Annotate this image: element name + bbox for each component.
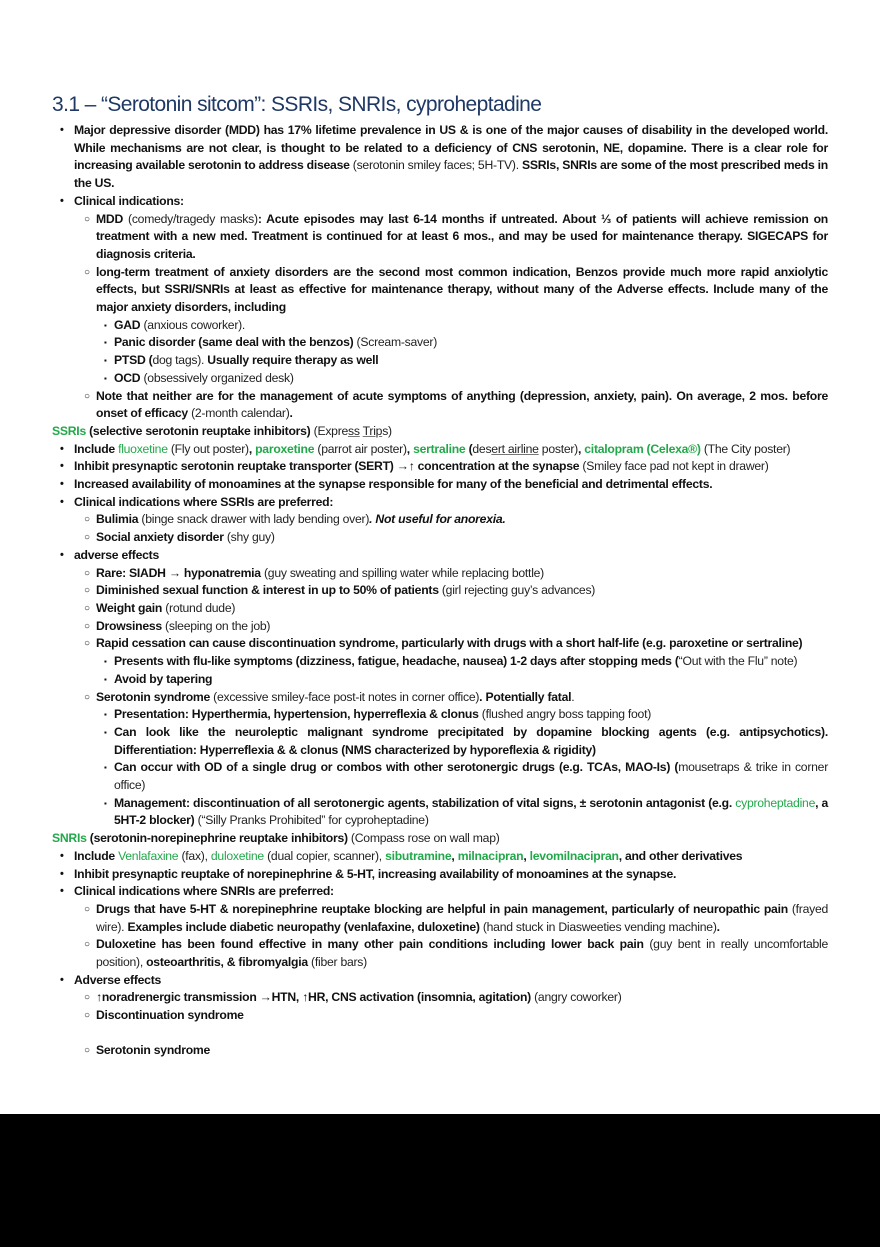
ssri-adverse-siadh: ○ Rare: SIADH → hyponatremia (guy sweating and spilling water while replacing bottle) — [52, 565, 828, 583]
snri-adverse-noradrenergic: ○ ↑noradrenergic transmission →HTN, ↑HR, CNS activation (insomnia, agitation) (angry coworker) — [52, 989, 828, 1007]
bullet-icon: • — [60, 460, 64, 473]
snri-clinical-heading: • Clinical indications where SNRIs are preferred: — [52, 883, 828, 901]
bullet-icon: • — [60, 548, 64, 561]
circle-bullet-icon: ○ — [84, 602, 90, 614]
square-bullet-icon: ▪ — [104, 356, 107, 366]
document-content — [52, 92, 828, 1060]
snri-adverse-serotonin-syndrome: ○ Serotonin syndrome — [52, 1042, 828, 1060]
ssri-section-heading: SSRIs (selective serotonin reuptake inhibitors) (Express Trips) — [52, 423, 392, 438]
circle-bullet-icon: ○ — [84, 532, 90, 544]
snri-pain: ○ Drugs that have 5-HT & norepinephrine reuptake blocking are helpful in pain management, particularly of neuropathic pain (frayed wire). Examples include diabetic neuropathy (venlafaxine, duloxetine) (hand stuck in Diasweeties vending machine). — [84, 901, 829, 934]
onset-note: ○ Note that neither are for the management of acute symptoms of anything (depression, anxiety, pain). On average, 2 mos. before onset of efficacy (2-month calendar). — [84, 388, 828, 421]
drug-sertraline: sertraline — [413, 441, 466, 456]
ssri-adverse-heading: • adverse effects — [52, 547, 828, 565]
circle-bullet-icon: ○ — [84, 992, 90, 1004]
ss-management: ▪ Management: discontinuation of all serotonergic agents, stabilization of vital signs, ± serotonin antagonist (e.g. cyproheptadine, a 5HT-2 blocker) (“Silly Pranks Prohibited” for cyproheptadine) — [104, 795, 828, 828]
bullet-icon: • — [60, 442, 64, 455]
bullet-icon: • — [60, 124, 64, 136]
circle-bullet-icon: ○ — [84, 567, 90, 579]
square-bullet-icon: ▪ — [104, 710, 107, 720]
anxiety-subitem-panic: ▪ Panic disorder (same deal with the benzos) (Scream-saver) — [52, 334, 828, 352]
circle-bullet-icon: ○ — [84, 514, 90, 526]
circle-bullet-icon: ○ — [84, 939, 90, 951]
bullet-icon: • — [60, 495, 64, 508]
circle-bullet-icon: ○ — [84, 638, 90, 650]
drug-milnacipran: milnacipran — [457, 848, 524, 863]
page-title: 3.1 – “Serotonin sitcom”: SSRIs, SNRIs, cyproheptadine — [52, 93, 542, 116]
square-bullet-icon: ▪ — [104, 727, 107, 737]
square-bullet-icon: ▪ — [104, 657, 107, 667]
anxiety-subitem-gad: ▪ GAD (anxious coworker). — [52, 317, 828, 335]
snri-mechanism: • Inhibit presynaptic reuptake of norepinephrine & 5-HT, increasing availability of monoamines at the synapse. — [52, 866, 828, 884]
square-bullet-icon: ▪ — [104, 320, 107, 330]
bullet-icon: • — [60, 478, 64, 491]
ssri-clinical-heading: • Clinical indications where SSRIs are preferred: — [52, 494, 828, 512]
circle-bullet-icon: ○ — [84, 691, 90, 703]
snri-adverse-heading: • Adverse effects — [52, 972, 828, 990]
ssri-mechanism: • Inhibit presynaptic serotonin reuptake transporter (SERT) →↑ concentration at the synapse (Smiley face pad not kept in drawer) — [52, 458, 828, 476]
bullet-icon: • — [60, 867, 64, 880]
snri-include-list: • Include Venlafaxine (fax), duloxetine (dual copier, scanner), sibutramine, milnacipran, levomilnacipran, and other derivatives — [52, 848, 828, 866]
ss-overdose: ▪ Can occur with OD of a single drug or combos with other serotonergic drugs (e.g. TCAs, MAO-Is) (mousetraps & trike in corner office) — [104, 760, 829, 793]
circle-bullet-icon: ○ — [84, 585, 90, 597]
mdd-item: ○ MDD (comedy/tragedy masks): Acute episodes may last 6-14 months if untreated. About ⅓ of patients will achieve remission on treatment with a new med. Treatment is continued for at least 6 mos., and may be used for maintenance therapy. SIGECAPS for diagnosis criteria. — [84, 211, 828, 261]
drug-fluoxetine: fluoxetine — [118, 441, 168, 456]
circle-bullet-icon: ○ — [84, 390, 90, 402]
ssri-rapid-flu: ▪ Presents with flu-like symptoms (dizziness, fatigue, headache, nausea) 1-2 days after stopping meds (“Out with the Flu” note) — [52, 653, 828, 671]
square-bullet-icon: ▪ — [104, 373, 107, 383]
anxiety-subitem-ptsd: ▪ PTSD (dog tags). Usually require therapy as well — [52, 352, 828, 370]
drug-venlafaxine: Venlafaxine — [118, 848, 179, 863]
drug-cyproheptadine: cyproheptadine — [735, 795, 816, 810]
square-bullet-icon: ▪ — [104, 798, 107, 808]
ssri-adverse-sexual: ○ Diminished sexual function & interest in up to 50% of patients (girl rejecting guy’s advances) — [52, 582, 828, 600]
bullet-icon: • — [60, 194, 64, 207]
bullet-icon: • — [60, 885, 64, 898]
circle-bullet-icon: ○ — [84, 620, 90, 632]
ss-nms-differentiation: ▪ Can look like the neuroleptic malignant syndrome precipitated by dopamine blocking agents (e.g. antipsychotics). Differentiation: Hyperreflexia & & clonus (NMS characterized by hyporeflexia & rigidity) — [104, 724, 828, 757]
ssri-adverse-drowsiness: ○ Drowsiness (sleeping on the job) — [52, 618, 828, 636]
square-bullet-icon: ▪ — [104, 674, 107, 684]
ssri-include-list: • Include fluoxetine (Fly out poster), paroxetine (parrot air poster), sertraline (desert airline poster), citalopram (Celexa®) (The City poster) — [52, 441, 828, 459]
snri-duloxetine: ○ Duloxetine has been found effective in many other pain conditions including lower back pain (guy bent in really uncomfortable position), osteoarthritis, & fibromyalgia (fiber bars) — [84, 937, 829, 970]
drug-citalopram: citalopram (Celexa®) — [584, 441, 701, 456]
drug-duloxetine: duloxetine — [210, 848, 264, 863]
ssri-availability: • Increased availability of monoamines at the synapse responsible for many of the beneficial and detrimental effects. — [52, 476, 828, 494]
ssri-serotonin-syndrome: ○ Serotonin syndrome (excessive smiley-face post-it notes in corner office). Potentially fatal. — [52, 689, 828, 707]
square-bullet-icon: ▪ — [104, 338, 107, 348]
snri-section-heading: SNRIs (serotonin-norepinephrine reuptake inhibitors) (Compass rose on wall map) — [52, 831, 500, 846]
circle-bullet-icon: ○ — [84, 266, 90, 278]
ssri-rapid-taper: ▪ Avoid by tapering — [52, 671, 828, 689]
clinical-indications-heading: • Clinical indications: — [52, 193, 828, 211]
anxiety-item: ○ long-term treatment of anxiety disorders are the second most common indication, Benzos provide much more rapid anxiolytic effects, but SSRI/SNRIs at least as effective for maintenance therapy, without many of the Adverse effects. Include many of the major anxiety disorders, including — [84, 264, 828, 315]
ss-presentation: ▪ Presentation: Hyperthermia, hypertension, hyperreflexia & clonus (flushed angry boss tapping foot) — [52, 706, 828, 724]
ssri-bulimia: ○ Bulimia (binge snack drawer with lady bending over). Not useful for anorexia. — [52, 511, 828, 529]
ssri-rapid-cessation: ○ Rapid cessation can cause discontinuation syndrome, particularly with drugs with a short half-life (e.g. paroxetine or sertraline) — [52, 635, 828, 653]
ssri-adverse-weight: ○ Weight gain (rotund dude) — [52, 600, 828, 618]
circle-bullet-icon: ○ — [84, 213, 90, 225]
circle-bullet-icon: ○ — [84, 903, 90, 915]
blank-line — [52, 1025, 828, 1042]
bullet-icon: • — [60, 973, 64, 986]
circle-bullet-icon: ○ — [84, 1010, 90, 1022]
drug-sibutramine: sibutramine — [385, 848, 452, 863]
circle-bullet-icon: ○ — [84, 1044, 90, 1056]
snri-adverse-discontinuation: ○ Discontinuation syndrome — [52, 1007, 828, 1025]
anxiety-subitem-ocd: ▪ OCD (obsessively organized desk) — [52, 370, 828, 388]
ssri-social-anxiety: ○ Social anxiety disorder (shy guy) — [52, 529, 828, 547]
drug-paroxetine: paroxetine — [255, 441, 315, 456]
intro-paragraph: • Major depressive disorder (MDD) has 17% lifetime prevalence in US & is one of the major causes of disability in the developed world. While mechanisms are not clear, is thought to be related to a deficiency of CNS serotonin, NE, dopamine. There is a clear role for increasing available serotonin to address disease (serotonin smiley faces; 5H-TV). SSRIs, SNRIs are some of the most prescribed meds in the US. — [60, 123, 828, 191]
bullet-icon: • — [60, 849, 64, 862]
drug-levomilnacipran: levomilnacipran — [529, 848, 619, 863]
square-bullet-icon: ▪ — [104, 763, 107, 773]
